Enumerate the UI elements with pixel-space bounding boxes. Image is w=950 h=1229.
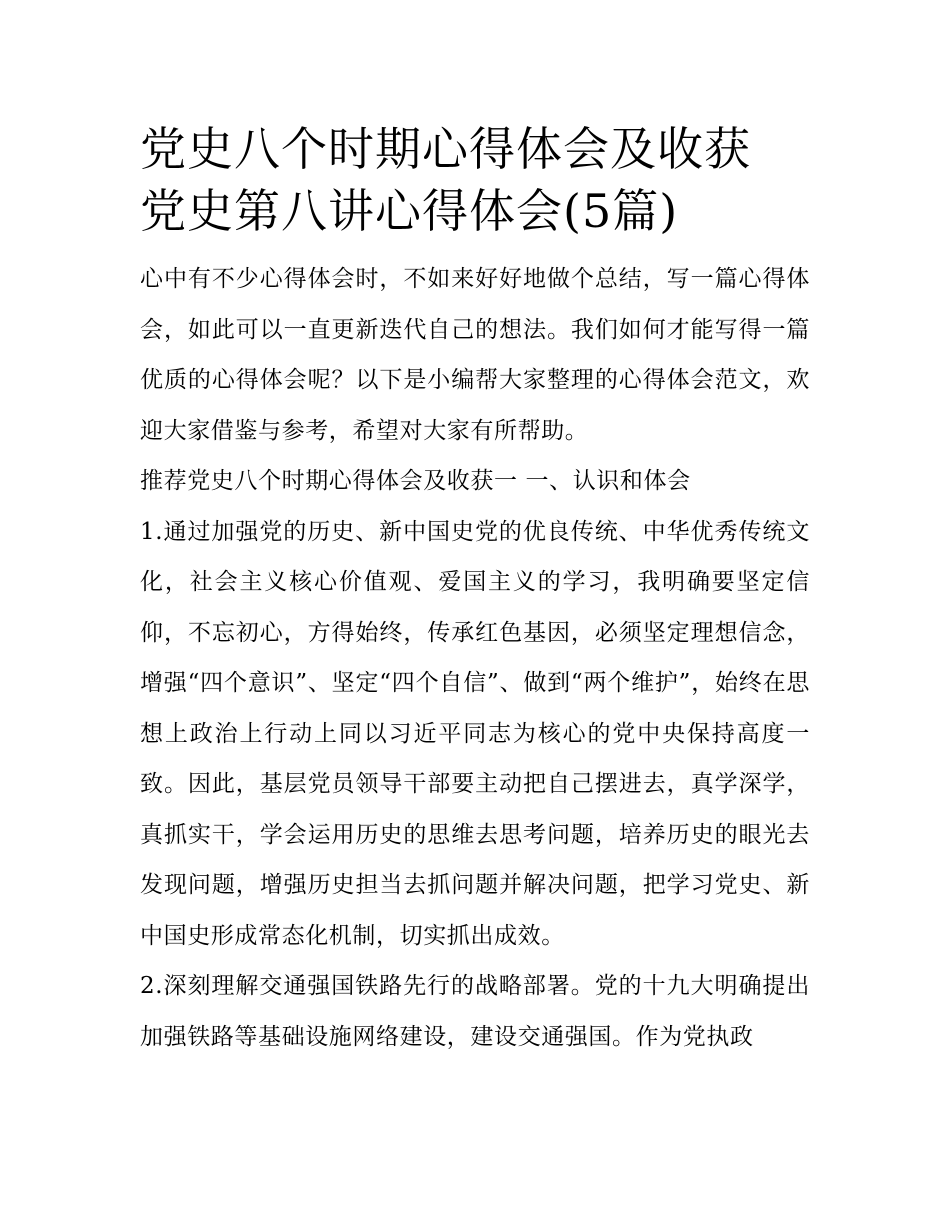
point-2-paragraph: 2.深刻理解交通强国铁路先行的战略部署。党的十九大明确提出加强铁路等基础设施网络建设，建设交通强国。作为党执政	[140, 973, 810, 1050]
document-title	[140, 118, 810, 242]
section-heading: 推荐党史八个时期心得体会及收获一 一、认识和体会	[140, 468, 691, 494]
title-line-1: 党史八个时期心得体会及收获	[140, 122, 751, 176]
intro-paragraph: 心中有不少心得体会时，不如来好好地做个总结，写一篇心得体会，如此可以一直更新迭代自己的想法。我们如何才能写得一篇优质的心得体会呢？以下是小编帮大家整理的心得体会范文，欢迎大家借鉴与参考，希望对大家有所帮助。	[140, 266, 810, 444]
title-line-2: 党史第八讲心得体会(5篇)	[140, 184, 679, 238]
document-body	[140, 118, 810, 1062]
point-1-paragraph: 1.通过加强党的历史、新中国史党的优良传统、中华优秀传统文化，社会主义核心价值观、爱国主义的学习，我明确要坚定信仰，不忘初心，方得始终，传承红色基因，必须坚定理想信念，增强“四个意识”、坚定“四个自信”、做到“两个维护”，始终在思想上政治上行动上同以习近平同志为核心的党中央保持高度一致。因此，基层党员领导干部要主动把自己摆进去，真学深学，真抓实干，学会运用历史的思维去思考问题，培养历史的眼光去发现问题，增强历史担当去抓问题并解决问题，把学习党史、新中国史形成常态化机制，切实抓出成效。	[140, 518, 810, 949]
